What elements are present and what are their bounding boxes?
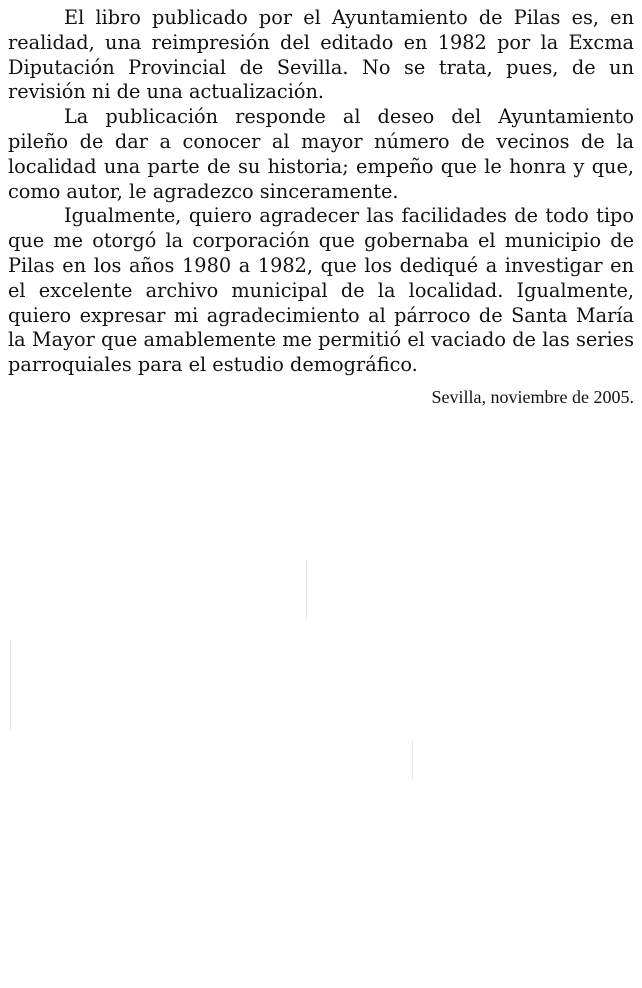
scan-artifact-right: [412, 740, 413, 780]
scan-artifact-left: [10, 640, 11, 730]
signature-date: Sevilla, noviembre de 2005.: [431, 386, 634, 407]
paragraph-1: El libro publicado por el Ayuntamiento de Pilas es, en realidad, una reimpresión del editado en 1982 por la Excma Diputación Provincial de Sevilla. No se trata, pues, de un revisión ni de una actualización.: [8, 6, 634, 104]
paragraph-2: La publicación responde al deseo del Ayuntamiento pileño de dar a conocer al mayor número de vecinos de la localidad una parte de su historia; empeño que le honra y que, como autor, le agradezco sinceramente.: [8, 105, 634, 203]
scan-artifact-center: [306, 560, 307, 620]
paragraph-3: Igualmente, quiero agradecer las facilidades de todo tipo que me otorgó la corporación que gobernaba el municipio de Pilas en los años 1980 a 1982, que los dediqué a investigar en el excelente archivo municipal de la localidad. Igualmente, quiero expresar mi agradecimiento al párroco de Santa María la Mayor que amablemente me permitió el vaciado de las series parroquiales para el estudio demográfico.: [8, 204, 634, 377]
document-body: [8, 6, 634, 408]
